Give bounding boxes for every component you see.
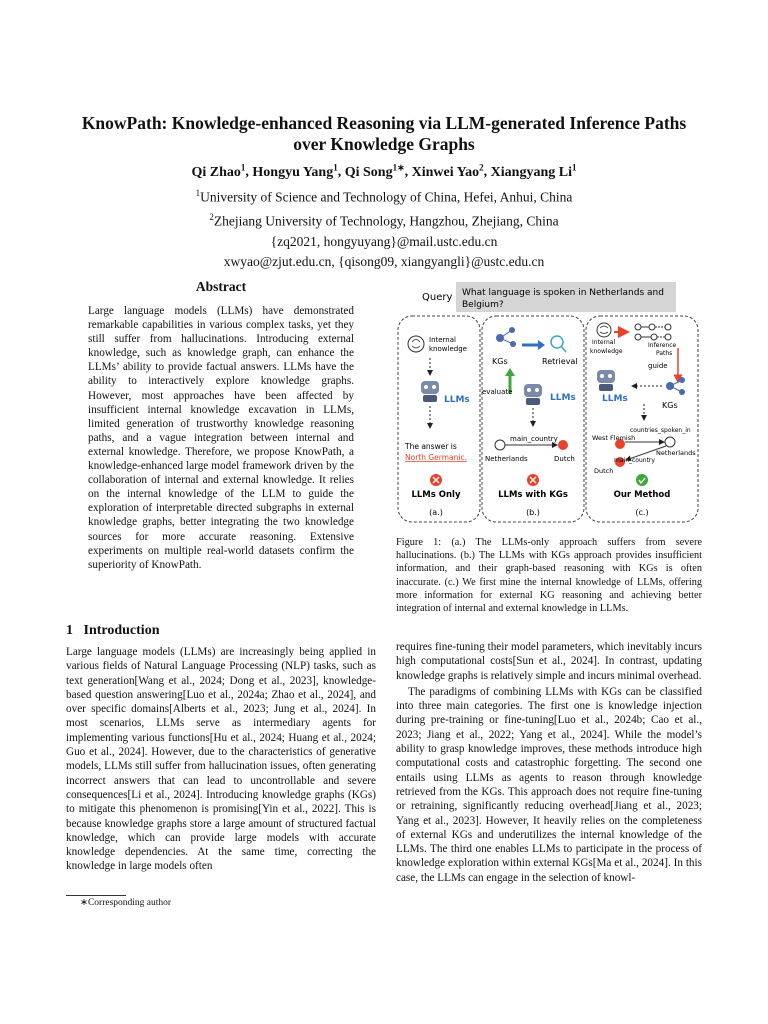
panel-b-retrieval: Retrieval xyxy=(542,357,578,366)
intro-paragraph-1: Large language models (LLMs) are increasingly being applied in various fields of Natural Language Processing (NLP) tasks, such as text generation[Wang et al., 2024; Dong et al., 2023], knowledge-based question answering[Luo et al., 2024a; Zhao et al., 2024], and over specific domains[Alberts et al., 2023; Jung et al., 2024]. In most scenarios, LLMs serve as intermediary agents for implementing various functions[Hu et al., 2024; Huang et al., 2024; Guo et al., 2024]. However, due to the characteristics of generative models, LLMs still suffer from hallucination issues, often generating incorrect answers that can lead to uncontrollable and severe consequences[Li et al., 2024]. Introducing knowledge graphs (KGs) to mitigate this phenomenon is promising[Yin et al., 2022]. This is because knowledge graphs store a large amount of structured factual knowledge, which can provide large models with accurate knowledge dependencies. At the same time, correcting the knowledge in large models often xyxy=(66,646,376,873)
panel-a-llms: LLMs xyxy=(444,395,470,405)
panel-c-inference-1: Inference xyxy=(648,342,677,349)
panel-b-arrow-head xyxy=(538,340,545,350)
panel-c-llms: LLMs xyxy=(602,394,628,404)
footnote: ∗Corresponding author xyxy=(80,898,172,908)
author: Hongyu Yang$^1$ xyxy=(252,162,338,180)
author: Xinwei Yao$^2$ xyxy=(411,162,484,180)
panel-b-kgs: KGs xyxy=(492,357,508,366)
panel-b-node-right-label: Dutch xyxy=(554,455,575,463)
panel-b-label: LLMs with KGs xyxy=(498,490,568,500)
kg-graph-icon xyxy=(496,327,516,347)
author: Xiangyang Li$^1$ xyxy=(490,162,577,180)
robot-icon xyxy=(597,370,615,391)
robot-icon xyxy=(421,381,439,402)
affiliations xyxy=(40,185,728,270)
query-text-line-2: Belgium? xyxy=(462,300,504,310)
panel-b-evaluate-head xyxy=(505,368,515,376)
panel-c-tag: (c.) xyxy=(635,508,649,517)
panel-c-internal-2: knowledge xyxy=(590,348,623,355)
inference-paths-icon xyxy=(635,324,671,340)
panel-c-guide: guide xyxy=(648,362,668,370)
panel-a-answer-1: The answer is xyxy=(405,442,457,451)
magnifier-icon xyxy=(551,336,566,352)
email-1: {zq2021, hongyuyang}@mail.ustc.edu.cn xyxy=(270,234,498,249)
affiliation-1: $^1$University of Science and Technology of China, Hefei, Anhui, China xyxy=(195,188,573,205)
intro-paragraph-2: The paradigms of combining LLMs with KGs can be classified into three main categories. The first one is knowledge injection during pre-training or fine-tuning[Luo et al., 2024b; Cao et al., 2023; Jiang et al., 2022; Yang et al., 2024]. While the model’s ability to grasp knowledge improves, these methods introduce high computational costs and catastrophic forgetting. The second one entails using LLMs as agents to reason through knowledge retrieved from the KGs. This approach does not require fine-tuning or retraining, significantly reducing overhead[Jiang et al., 2023; Yang et al., 2023]. However, It heavily relies on the completeness of external KGs and underutilizes the internal knowledge of the LLMs. The third one enables LLMs to participate in the process of knowledge exploration within external KGs[Ma et al., 2024]. In this case, the LLMs can engage in the selection of knowl- xyxy=(396,685,702,884)
panel-c-node-nl xyxy=(665,437,675,447)
kg-graph-icon xyxy=(666,377,685,395)
footnote-rule xyxy=(66,895,126,896)
panel-a-tag: (a.) xyxy=(429,508,443,517)
author-list: Qi Zhao$^1$, Hongyu Yang$^1$, Qi Song$^{1∗}$, Xinwei Yao$^2$, Xiangyang Li$^1$ xyxy=(191,162,577,180)
title-line-2: over Knowledge Graphs xyxy=(293,134,475,154)
panel-b-tag: (b.) xyxy=(526,508,540,517)
author: Qi Song$^{1∗}$ xyxy=(344,162,405,180)
panel-b-llms: LLMs xyxy=(550,393,576,403)
panel-c-inference-2: Paths xyxy=(656,350,673,357)
panel-c-edge-bottom: main_country xyxy=(614,457,655,464)
author: Qi Zhao$^1$ xyxy=(191,162,246,180)
panel-b-node-right xyxy=(558,440,568,450)
cross-icon xyxy=(430,474,442,486)
panel-c-node-nl-label: Netherlands xyxy=(656,449,696,457)
panel-c-internal-1: Internal xyxy=(592,339,616,346)
panel-b-node-left xyxy=(495,440,505,450)
panel-b-edge: main_country xyxy=(510,435,558,443)
email-2: xwyao@zjut.edu.cn, {qisong09, xiangyangli}@ustc.edu.cn xyxy=(223,254,545,269)
abstract-section xyxy=(88,279,354,572)
panel-c-node-dutch-label: Dutch xyxy=(594,467,614,475)
robot-icon xyxy=(524,384,542,405)
panel-a-label: LLMs Only xyxy=(411,490,461,500)
figure-caption: Figure 1: (a.) The LLMs-only approach suffers from severe hallucinations. (b.) The LLMs with KGs approach provides insufficient information, and their graph-based reasoning with KGs is often inaccurate. (c.) We first mine the internal knowledge of LLMs, offering more information for external KG reasoning and achieving better integration of internal and external knowledge in LLMs. xyxy=(396,537,702,615)
panel-c-edge-top: countries_spoken_in xyxy=(630,427,691,434)
panel-a-internal-2: knowledge xyxy=(429,345,467,353)
abstract-body: Large language models (LLMs) have demonstrated remarkable capabilities in various complex tasks, yet they still suffer from hallucinations. Introducing external knowledge, such as knowledge graph, can enhance the LLMs’ ability to provide factual answers. LLMs have the ability to interactively explore knowledge graphs. However, most approaches have been affected by insufficient internal knowledge excavation in LLMs, limited generation of trustworthy knowledge reasoning paths, and a vague integration between internal and external knowledge. Therefore, we propose KnowPath, a knowledge-enhanced large model framework driven by the collaboration of internal and external knowledge. It relies on the internal knowledge of the LLM to guide the exploration of interpretable directed subgraphs in external knowledge graphs, better integrating the two knowledge sources for more accurate reasoning. Extensive experiments on multiple real-world datasets confirm the superiority of KnowPath. xyxy=(88,305,354,571)
title-line-1: KnowPath: Knowledge-enhanced Reasoning via LLM-generated Inference Paths xyxy=(81,113,687,133)
panel-a-internal-1: Internal xyxy=(429,336,456,344)
cross-icon xyxy=(527,474,539,486)
panel-a-answer-2: North Germanic. xyxy=(405,453,467,462)
intro-paragraph-1-continued: requires fine-tuning their model parameters, which inevitably incurs high computational costs[Sun et al., 2024]. In contrast, updating knowledge graphs is relatively simple and incurs minimal overhead. xyxy=(396,641,702,682)
panel-b-node-left-label: Netherlands xyxy=(485,455,528,463)
panel-c-node-wf-label: West Flemish xyxy=(592,434,636,442)
brain-icon xyxy=(597,323,611,337)
query-label: Query xyxy=(422,292,453,303)
intro-column-left xyxy=(66,645,376,874)
paper-title xyxy=(40,113,728,155)
panel-c-kgs: KGs xyxy=(662,401,678,410)
check-icon xyxy=(636,474,648,486)
affiliation-2: $^2$Zhejiang University of Technology, Hangzhou, Zhejiang, China xyxy=(209,211,559,228)
figure-1 xyxy=(392,278,704,528)
intro-heading: 1 Introduction xyxy=(66,623,160,638)
brain-icon xyxy=(408,336,424,352)
intro-column-right xyxy=(396,640,702,885)
panel-c-label: Our Method xyxy=(613,490,671,500)
panel-b-evaluate: evaluate xyxy=(482,388,513,396)
abstract-heading: Abstract xyxy=(195,279,247,294)
query-text-line-1: What language is spoken in Netherlands and xyxy=(462,288,664,298)
